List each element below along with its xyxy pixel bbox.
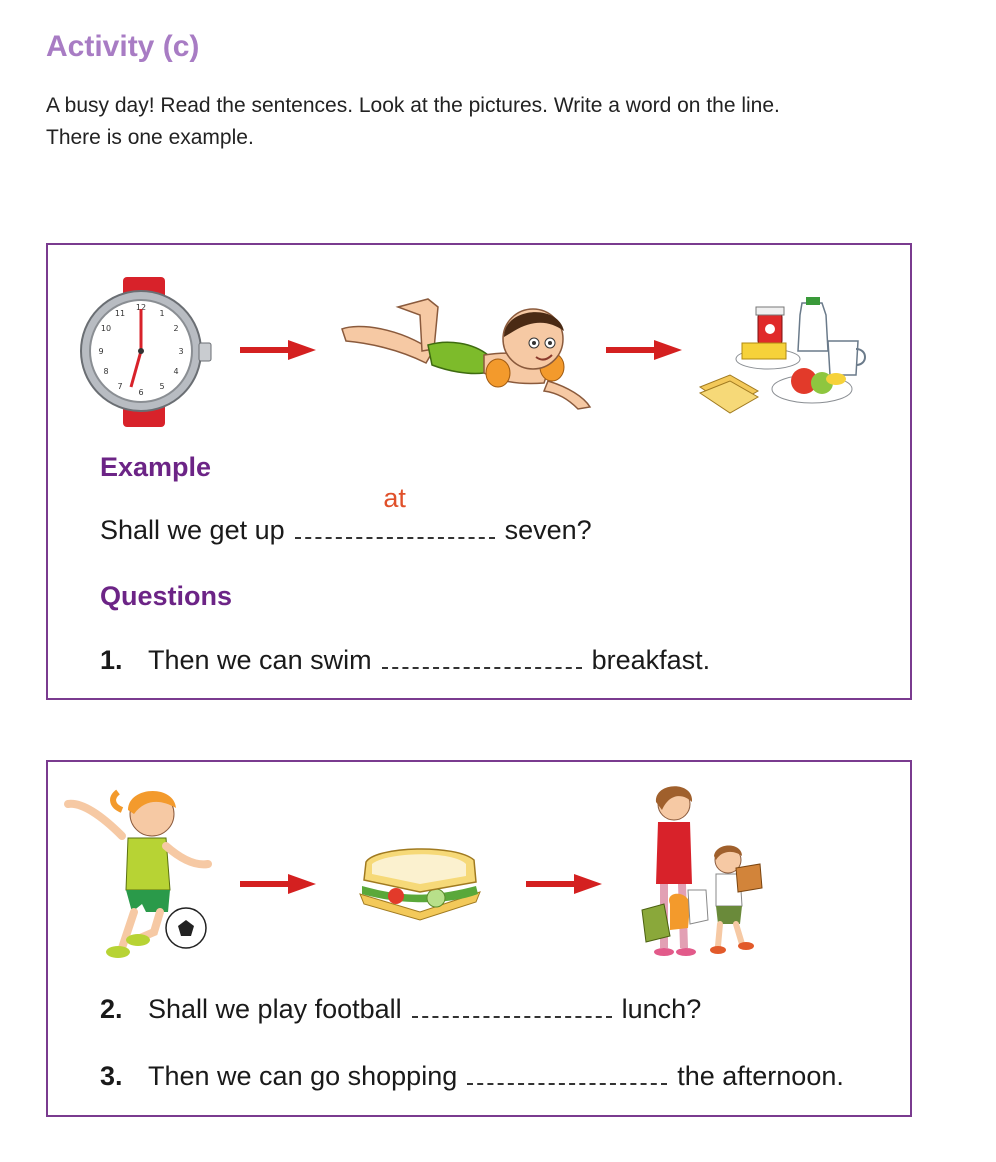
question-3 bbox=[100, 1061, 844, 1092]
questions-heading: Questions bbox=[100, 581, 233, 611]
breakfast-icon bbox=[696, 295, 871, 415]
question-1 bbox=[100, 645, 710, 676]
instructions bbox=[46, 90, 780, 154]
question-2 bbox=[100, 994, 701, 1025]
exercise-box-2 bbox=[46, 760, 912, 1117]
question-text-after: lunch? bbox=[621, 994, 702, 1024]
svg-text:11: 11 bbox=[114, 309, 126, 318]
example-sentence bbox=[100, 483, 592, 546]
answer-line[interactable] bbox=[382, 647, 582, 669]
answer-line[interactable] bbox=[412, 996, 612, 1018]
watch-icon bbox=[78, 273, 218, 431]
svg-text:12: 12 bbox=[135, 303, 147, 312]
svg-text:2: 2 bbox=[173, 324, 179, 333]
arrow-right-icon bbox=[526, 874, 602, 894]
example-text-before: Shall we get up bbox=[100, 515, 285, 545]
instruction-line-1: A busy day! Read the sentences. Look at the pictures. Write a word on the line. bbox=[46, 94, 780, 117]
question-text-after: the afternoon. bbox=[677, 1061, 844, 1091]
example-answer: at bbox=[383, 483, 406, 513]
arrow-right-icon bbox=[240, 874, 316, 894]
arrow-right-icon bbox=[240, 340, 316, 360]
svg-text:8: 8 bbox=[103, 367, 109, 376]
question-text-before: Then we can swim bbox=[148, 645, 372, 675]
question-number: 1. bbox=[100, 645, 123, 675]
sandwich-icon bbox=[356, 842, 484, 922]
example-answer-line bbox=[295, 483, 495, 539]
shopping-family-icon bbox=[624, 780, 764, 960]
question-number: 2. bbox=[100, 994, 123, 1024]
exercise-box-1 bbox=[46, 243, 912, 700]
svg-text:6: 6 bbox=[138, 388, 144, 397]
question-number: 3. bbox=[100, 1061, 123, 1091]
instruction-line-2: There is one example. bbox=[46, 126, 254, 149]
example-heading: Example bbox=[100, 452, 212, 482]
arrow-right-icon bbox=[606, 340, 682, 360]
answer-line[interactable] bbox=[467, 1063, 667, 1085]
svg-text:5: 5 bbox=[159, 382, 165, 391]
page-title: Activity (c) bbox=[46, 30, 200, 63]
football-girl-icon bbox=[62, 780, 212, 962]
svg-text:1: 1 bbox=[159, 309, 165, 318]
example-text-after: seven? bbox=[504, 515, 592, 545]
svg-text:10: 10 bbox=[100, 324, 112, 333]
question-text-before: Shall we play football bbox=[148, 994, 402, 1024]
question-text-after: breakfast. bbox=[591, 645, 711, 675]
question-text-before: Then we can go shopping bbox=[148, 1061, 458, 1091]
swimming-boy-icon bbox=[338, 293, 593, 413]
svg-text:9: 9 bbox=[98, 347, 104, 356]
svg-text:4: 4 bbox=[173, 367, 179, 376]
svg-text:7: 7 bbox=[117, 382, 123, 391]
svg-text:3: 3 bbox=[178, 347, 184, 356]
